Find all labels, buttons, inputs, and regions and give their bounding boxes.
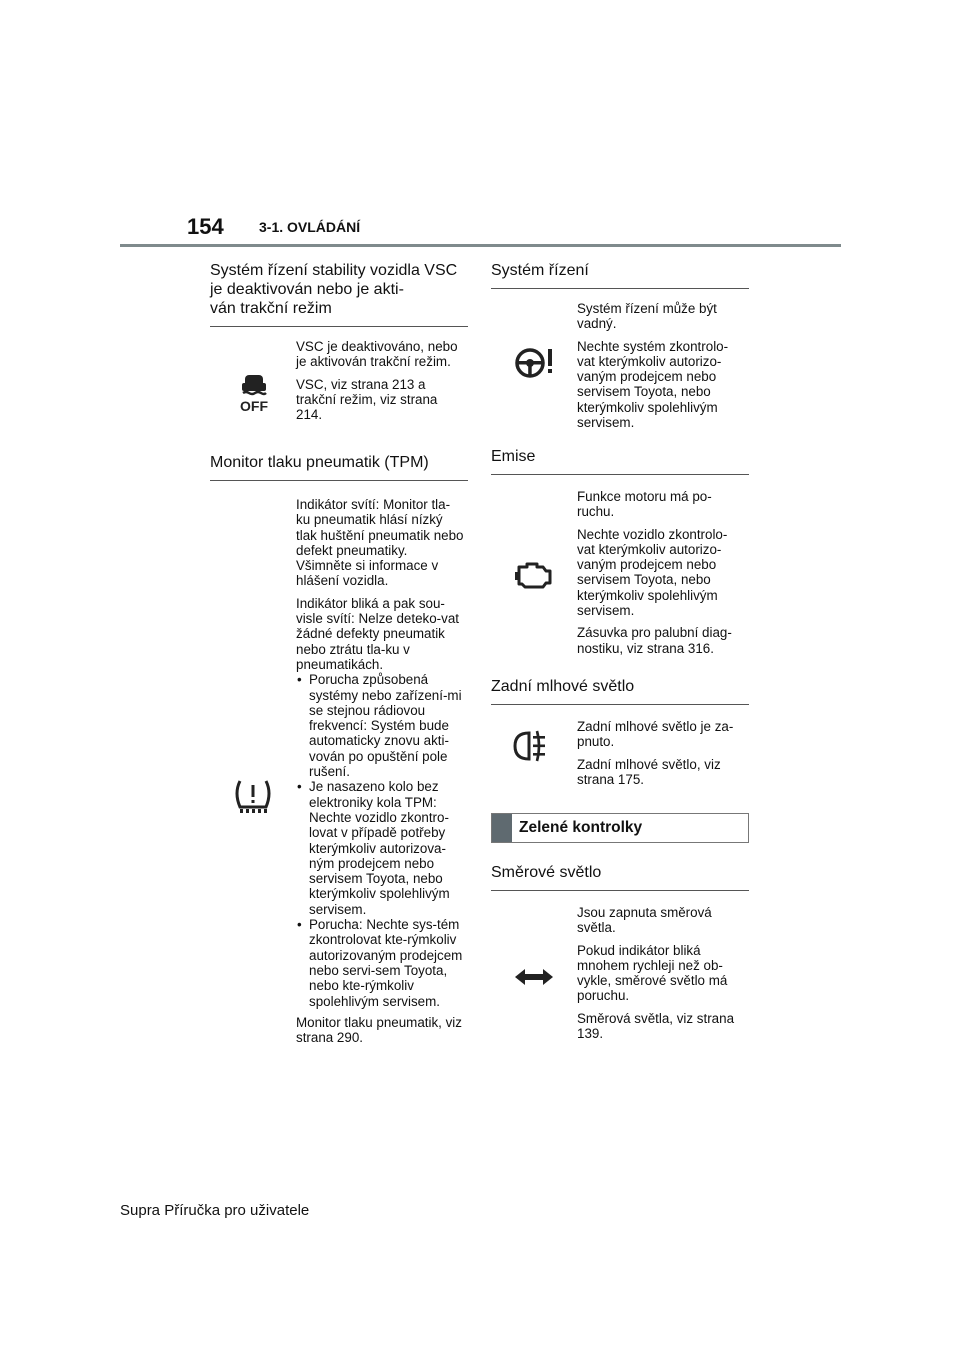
- steering-entry: [491, 301, 749, 441]
- emission-p2: Nechte vozidlo zkontrolo-vat kterýmkoliv autorizo-vaným prodejcem nebo servisem Toyota, nebo kterýmkoliv spolehlivým servisem.: [577, 526, 728, 619]
- tpm-entry: [210, 497, 468, 1045]
- steering-title: Systém řízení: [491, 255, 749, 289]
- emission-entry: [491, 489, 749, 671]
- fog-p1: Zadní mlhové světlo je za-pnuto.: [577, 719, 734, 750]
- vsc-text: [296, 339, 468, 422]
- tpm-bullets: [296, 672, 464, 1009]
- fog-title: Zadní mlhové světlo: [491, 671, 749, 705]
- tpm-bullet-3: • Porucha: Nechte sys-tém zkontrolovat kte-rýmkoliv autorizovaným prodejcem nebo servi-sem Toyota, nebo kte-rýmkoliv spolehlivým servisem.: [296, 917, 464, 1009]
- steering-p2: Nechte systém zkontrolo-vat kterýmkoliv autorizo-vaným prodejcem nebo servisem Toyota, nebo kterýmkoliv spolehlivým servisem.: [577, 338, 729, 431]
- turn-p3: Směrová světla, viz strana 139.: [577, 1010, 735, 1042]
- turn-text: [577, 905, 749, 1041]
- fog-entry: [491, 719, 749, 807]
- turn-entry: [491, 905, 749, 1041]
- svg-text:OFF: OFF: [240, 398, 268, 414]
- section-heading: 3-1. OVLÁDÁNÍ: [259, 219, 361, 235]
- emission-p1: Funkce motoru má po-ruchu.: [577, 489, 712, 520]
- turn-p2: Pokud indikátor bliká mnohem rychleji než ob-vykle, směrové světlo má poruchu.: [577, 942, 728, 1004]
- tpm-p2: Indikátor bliká a pak sou-visle svítí: Nelze deteko-vat žádné defekty pneumatik nebo ztrátu tla-ku v pneumatikách.: [296, 595, 459, 672]
- green-indicators-header: [491, 813, 749, 843]
- turn-signal-icon: [511, 957, 557, 997]
- tpm-p3: Monitor tlaku pneumatik, viz strana 290.: [296, 1014, 462, 1046]
- left-column: [210, 255, 468, 1052]
- emission-p3: Zásuvka pro palubní diag-nostiku, viz strana 316.: [577, 625, 732, 656]
- vsc-off-icon: [230, 375, 276, 415]
- header-rule: [120, 244, 841, 247]
- fog-p2: Zadní mlhové světlo, viz strana 175.: [577, 756, 721, 787]
- tpm-text: [296, 497, 468, 1045]
- tire-pressure-icon: [230, 777, 276, 817]
- vsc-entry: [210, 339, 468, 449]
- footer-text: Supra Příručka pro uživatele: [120, 1202, 310, 1219]
- emission-text: [577, 489, 749, 656]
- page-number: 154: [187, 214, 224, 239]
- rear-fog-light-icon: [511, 727, 557, 767]
- header-accent-bar: [492, 814, 512, 842]
- tpm-bullet-1: • Porucha způsobená systémy nebo zařízení-mi se stejnou rádiovou frekvencí: Systém bude automaticky znovu akti-vován po opuštění pole rušení.: [296, 672, 464, 779]
- fog-text: [577, 719, 749, 787]
- vsc-title: Systém řízení stability vozidla VSC je deaktivován nebo je akti- ván trakční režim: [210, 255, 468, 327]
- tpm-title: Monitor tlaku pneumatik (TPM): [210, 453, 468, 481]
- turn-p1: Jsou zapnuta směrová světla.: [577, 905, 712, 936]
- steering-text: [577, 301, 749, 430]
- vsc-p2: VSC, viz strana 213 a trakční režim, viz strana 214.: [296, 376, 438, 423]
- tpm-bullet-2: • Je nasazeno kolo bez elektroniky kola TPM: Nechte vozidlo zkontro-lovat v případě potřeby kterýmkoliv autorizova-ným prodejcem nebo servisem Toyota, nebo kterýmkoliv spolehlivým servisem.: [296, 779, 464, 917]
- turn-title: Směrové světlo: [491, 857, 749, 891]
- right-column: [491, 255, 749, 1048]
- tpm-p1: Indikátor svítí: Monitor tla-ku pneumatik hlásí nízký tlak huštění pneumatik nebo defekt pneumatiky. Všimněte si informace v hlášení vozidla.: [296, 497, 464, 589]
- green-indicators-label: Zelené kontrolky: [519, 819, 643, 836]
- steering-p1: Systém řízení může být vadný.: [577, 301, 717, 332]
- engine-icon: [511, 555, 557, 595]
- vsc-p1: VSC je deaktivováno, nebo je aktivován trakční režim.: [296, 339, 458, 370]
- steering-warning-icon: [511, 343, 557, 383]
- emission-title: Emise: [491, 441, 749, 475]
